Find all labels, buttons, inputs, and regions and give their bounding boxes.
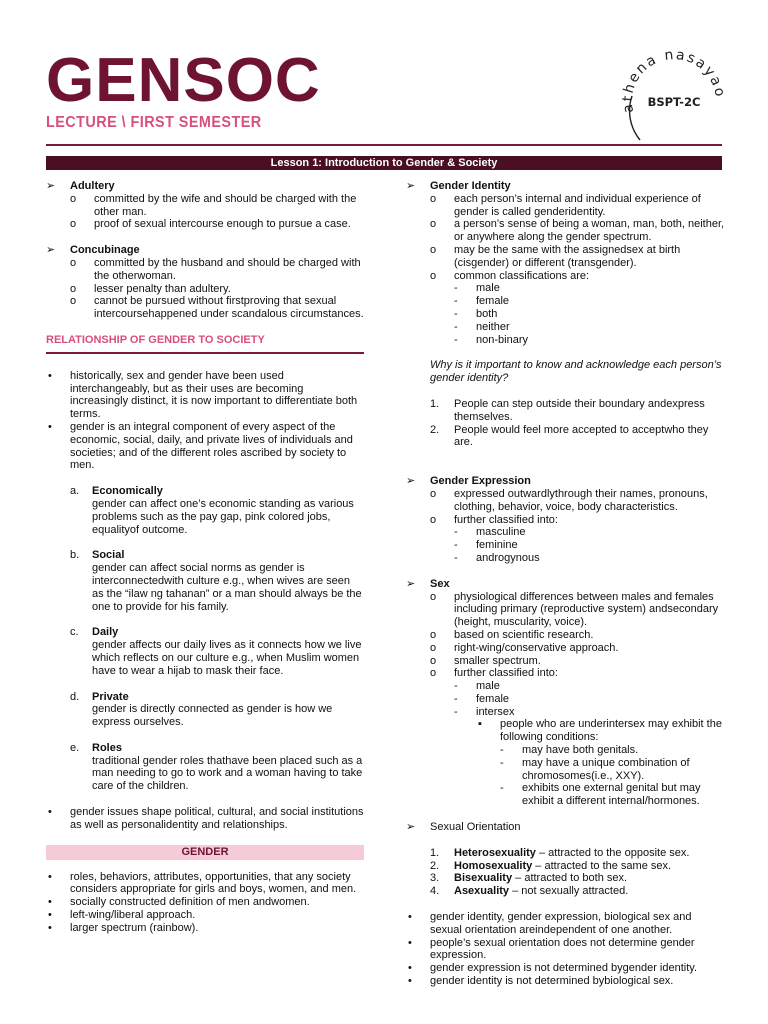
- list-item: a person’s sense of being a woman, man, both, neither, or anywhere along the gender spectrum.: [454, 218, 725, 244]
- badge-label: BSPT-2C: [647, 95, 701, 109]
- right-column: [406, 180, 726, 988]
- gender-heading: GENDER: [46, 845, 364, 860]
- final-bullets: [406, 911, 726, 988]
- list-item: People can step outside their boundary andexpress themselves.: [454, 397, 705, 423]
- dot-bullet-icon: •: [48, 909, 52, 922]
- sex-section: [406, 578, 726, 808]
- list-item: People would feel more accepted to acceptwho they are.: [454, 423, 709, 449]
- circle-bullet-icon: o: [430, 513, 437, 526]
- list-item: physiological differences between males and females including primary (reproductive system) andsecondary (height, muscularity, voice).: [454, 590, 719, 629]
- arrow-bullet-icon: ➢: [406, 821, 416, 834]
- class-item: feminine: [476, 539, 518, 552]
- condition-item: may have both genitals.: [522, 744, 639, 757]
- list-item: people’s sexual orientation does not determine gender expression.: [430, 936, 695, 962]
- gender-expression-title: Gender Expression: [430, 475, 531, 488]
- circle-bullet-icon: o: [430, 590, 437, 603]
- class-item: masculine: [476, 526, 526, 539]
- circle-bullet-icon: o: [70, 295, 77, 308]
- orientation-definition: – attracted to the opposite sex.: [535, 846, 690, 859]
- dash-bullet-icon: -: [454, 320, 458, 333]
- lettered-title: Daily: [92, 626, 119, 639]
- arrow-bullet-icon: ➢: [46, 180, 56, 192]
- adultery-section: [46, 180, 364, 231]
- orientation-definition: – attracted to both sex.: [512, 872, 628, 885]
- circle-bullet-icon: o: [430, 243, 437, 256]
- circle-bullet-icon: o: [430, 269, 437, 282]
- lettered-text: gender can affect social norms as gender is interconnectedwith culture e.g., when wives are seen as the “ilaw ng tahanan” or a man should always be the one to provide for his family.: [92, 562, 362, 613]
- lettered-text: gender affects our daily lives as it connects how we live which reflects on our culture e.g., when Muslim women have to wear a hijab to mask their face.: [92, 639, 362, 677]
- list-item: gender expression is not determined bygender identity.: [430, 962, 698, 975]
- list-number: 1.: [430, 846, 440, 859]
- list-letter: b.: [70, 549, 80, 562]
- dash-bullet-icon: -: [454, 692, 458, 705]
- arrow-bullet-icon: ➢: [406, 475, 416, 488]
- dash-bullet-icon: -: [454, 295, 458, 308]
- list-item: committed by the husband and should be charged with the otherwoman.: [94, 256, 361, 282]
- dash-bullet-icon: -: [454, 526, 458, 539]
- list-item: socially constructed definition of men andwomen.: [70, 896, 310, 909]
- adultery-title: Adultery: [70, 180, 115, 192]
- list-item: gender identity is not determined bybiological sex.: [430, 975, 674, 988]
- dot-bullet-icon: •: [408, 936, 412, 949]
- gender-identity-title: Gender Identity: [430, 180, 511, 192]
- arrow-bullet-icon: ➢: [406, 180, 416, 192]
- dot-bullet-icon: •: [48, 896, 52, 909]
- gender-identity-section: [406, 180, 726, 346]
- dot-bullet-icon: •: [408, 911, 412, 924]
- relationship-bullets: [46, 370, 364, 472]
- dot-bullet-icon: •: [48, 369, 52, 382]
- lettered-title: Social: [92, 549, 125, 562]
- lettered-title: Private: [92, 690, 129, 703]
- dash-bullet-icon: -: [454, 705, 458, 718]
- badge-arc-text: athena nasayao: [619, 46, 729, 114]
- dot-bullet-icon: •: [408, 962, 412, 975]
- list-item: common classifications are:: [454, 269, 590, 282]
- list-item: gender issues shape political, cultural, and social institutions as well as personalidentity and relationships.: [70, 806, 364, 831]
- circle-bullet-icon: o: [430, 641, 437, 654]
- list-item: further classified into:: [454, 513, 558, 526]
- orientation-term: Heterosexuality: [454, 846, 536, 859]
- sexual-orientation-title: Sexual Orientation: [430, 821, 521, 834]
- lettered-item: [46, 742, 364, 793]
- list-item: proof of sexual intercourse enough to pursue a case.: [94, 218, 351, 231]
- condition-item: exhibits one external genital but may exhibit a different internal/hormones.: [522, 782, 701, 808]
- identity-question: Why is it important to know and acknowledge each person’s gender identity?: [430, 359, 722, 385]
- header-divider: [46, 144, 722, 146]
- list-item: smaller spectrum.: [454, 654, 541, 667]
- class-item: female: [476, 692, 510, 705]
- dash-bullet-icon: -: [500, 756, 504, 769]
- dash-bullet-icon: -: [454, 282, 458, 295]
- class-item: male: [476, 680, 500, 693]
- list-item: lesser penalty than adultery.: [94, 282, 231, 295]
- class-item: male: [476, 282, 500, 295]
- class-item: intersex: [476, 705, 515, 718]
- circle-bullet-icon: o: [430, 192, 437, 205]
- list-item: gender is an integral component of every aspect of the economic, social, daily, and private lives of individuals and societies; and of the different roles ascribed by society to men.: [70, 420, 353, 472]
- shape-bullet: [46, 806, 364, 832]
- lesson-banner: Lesson 1: Introduction to Gender & Society: [46, 156, 722, 170]
- page-title: GENSOC: [46, 46, 321, 115]
- lettered-text: gender is directly connected as gender is how we express ourselves.: [92, 703, 333, 729]
- class-item: neither: [476, 320, 510, 333]
- dash-bullet-icon: -: [454, 307, 458, 320]
- square-bullet-icon: ▪: [478, 718, 482, 731]
- lettered-item: [46, 485, 364, 536]
- orientation-term: Bisexuality: [454, 872, 513, 885]
- orientation-term: Homosexuality: [454, 859, 533, 872]
- list-number: 2.: [430, 423, 440, 436]
- author-badge: [618, 44, 730, 156]
- page-subtitle: LECTURE \ FIRST SEMESTER: [46, 114, 262, 131]
- circle-bullet-icon: o: [70, 192, 77, 205]
- class-item: androgynous: [476, 551, 540, 564]
- list-item: each person’s internal and individual experience of gender is called genderidentity.: [454, 192, 701, 218]
- dash-bullet-icon: -: [454, 551, 458, 564]
- list-letter: d.: [70, 690, 80, 703]
- sex-title: Sex: [430, 577, 450, 590]
- intersex-note: people who are underintersex may exhibit the following conditions:: [500, 718, 722, 744]
- dot-bullet-icon: •: [48, 870, 52, 883]
- list-item: larger spectrum (rainbow).: [70, 921, 199, 934]
- list-item: cannot be pursued without firstproving that sexual intercoursehappened under scandalous circumstances.: [94, 295, 364, 321]
- circle-bullet-icon: o: [70, 282, 77, 295]
- dot-bullet-icon: •: [48, 806, 52, 819]
- class-item: both: [476, 307, 498, 320]
- dash-bullet-icon: -: [454, 333, 458, 346]
- lettered-item: [46, 626, 364, 677]
- list-item: historically, sex and gender have been used interchangeably, but as their uses are becoming increasingly distinct, it is now important to differentiate both terms.: [70, 369, 358, 421]
- list-item: left-wing/liberal approach.: [70, 909, 196, 922]
- list-item: right-wing/conservative approach.: [454, 641, 619, 654]
- gender-expression-section: [406, 475, 726, 565]
- list-item: based on scientific research.: [454, 628, 594, 641]
- concubinage-section: [46, 244, 364, 321]
- dot-bullet-icon: •: [48, 420, 52, 433]
- class-item: non-binary: [476, 333, 528, 346]
- circle-bullet-icon: o: [430, 654, 437, 667]
- orientation-term: Asexuality: [454, 885, 510, 898]
- dash-bullet-icon: -: [454, 539, 458, 552]
- condition-item: may have a unique combination of chromosomes(i.e., XXY).: [522, 756, 690, 782]
- circle-bullet-icon: o: [70, 218, 77, 231]
- list-item: expressed outwardlythrough their names, pronouns, clothing, behavior, voice, body characteristics.: [454, 487, 708, 513]
- dash-bullet-icon: -: [454, 680, 458, 693]
- list-number: 2.: [430, 859, 440, 872]
- question-answers: [406, 398, 726, 449]
- list-letter: c.: [70, 626, 79, 639]
- dot-bullet-icon: •: [48, 921, 52, 934]
- lettered-text: gender can affect one’s economic standing as various problems such as the pay gap, pink colored jobs, equalityof outcome.: [92, 497, 354, 536]
- list-letter: e.: [70, 741, 80, 754]
- arrow-bullet-icon: ➢: [46, 244, 56, 257]
- list-item: roles, behaviors, attributes, opportunities, that any society considers appropriate for girls and boys, women, and men.: [70, 870, 357, 896]
- sexual-orientation-section: [406, 821, 726, 898]
- lettered-title: Roles: [92, 741, 122, 754]
- list-number: 4.: [430, 885, 440, 898]
- gender-bullets: [46, 871, 364, 935]
- orientation-definition: – attracted to the same sex.: [532, 859, 672, 872]
- dash-bullet-icon: -: [500, 782, 504, 795]
- circle-bullet-icon: o: [430, 218, 437, 231]
- list-item: gender identity, gender expression, biological sex and sexual orientation areindependent of one another.: [430, 911, 692, 936]
- lettered-title: Economically: [92, 485, 163, 498]
- list-number: 3.: [430, 872, 440, 885]
- circle-bullet-icon: o: [430, 667, 437, 680]
- relationship-heading: RELATIONSHIP OF GENDER TO SOCIETY: [46, 334, 364, 354]
- lettered-list: [46, 485, 364, 793]
- circle-bullet-icon: o: [70, 256, 77, 269]
- dash-bullet-icon: -: [500, 744, 504, 757]
- list-letter: a.: [70, 485, 80, 498]
- circle-bullet-icon: o: [430, 487, 437, 500]
- lettered-item: [46, 691, 364, 729]
- list-item: further classified into:: [454, 667, 558, 680]
- list-number: 1.: [430, 397, 440, 410]
- list-item: committed by the wife and should be charged with the other man.: [94, 192, 357, 218]
- lettered-item: [46, 549, 364, 613]
- arrow-bullet-icon: ➢: [406, 577, 416, 590]
- class-item: female: [476, 295, 510, 308]
- left-column: [46, 180, 364, 935]
- dot-bullet-icon: •: [408, 975, 412, 988]
- concubinage-title: Concubinage: [70, 244, 140, 257]
- circle-bullet-icon: o: [430, 628, 437, 641]
- orientation-definition: – not sexually attracted.: [509, 885, 629, 898]
- list-item: may be the same with the assignedsex at birth (cisgender) or different (transgender).: [454, 243, 681, 269]
- lettered-text: traditional gender roles thathave been placed such as a man needing to go to work and a woman having to take care of the children.: [92, 754, 363, 793]
